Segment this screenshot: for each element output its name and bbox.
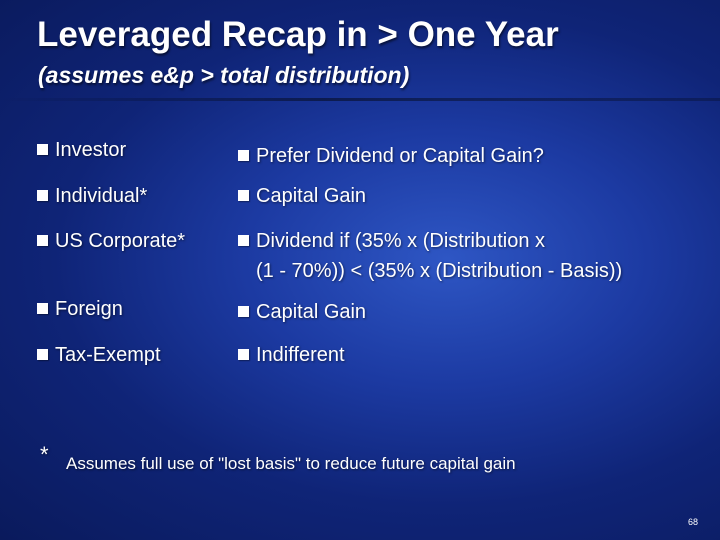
row-right-label: Indifferent: [256, 344, 345, 366]
row-preference-tax-exempt: [238, 340, 345, 370]
row-left-label: Individual*: [55, 185, 148, 207]
square-bullet-icon: [238, 306, 249, 317]
row-right-label: Capital Gain: [256, 185, 367, 207]
square-bullet-icon: [37, 235, 48, 246]
square-bullet-icon: [37, 349, 48, 360]
square-bullet-icon: [238, 235, 249, 246]
row-left-label: Tax-Exempt: [55, 344, 161, 366]
row-right-label: Prefer Dividend or Capital Gain?: [256, 145, 544, 167]
row-investor-individual: [37, 181, 147, 211]
row-right-text-block: [256, 226, 622, 286]
row-left-label: Foreign: [55, 298, 123, 320]
column-header-preference: [238, 141, 544, 171]
square-bullet-icon: [37, 190, 48, 201]
square-bullet-icon: [238, 190, 249, 201]
row-preference-us-corporate: [238, 226, 622, 286]
footnote-marker: *: [40, 442, 49, 467]
row-preference-foreign: [238, 297, 366, 327]
square-bullet-icon: [238, 349, 249, 360]
row-left-label: Investor: [55, 139, 127, 161]
column-header-investor: [37, 135, 126, 165]
row-investor-us-corporate: [37, 226, 185, 256]
slide-title: Leveraged Recap in > One Year: [37, 15, 559, 54]
row-right-label-line-2: (1 - 70%)) < (35% x (Distribution - Basis)): [256, 260, 623, 282]
page-number: 68: [688, 517, 699, 527]
title-divider: [0, 98, 720, 101]
footnote: [40, 440, 516, 478]
square-bullet-icon: [37, 303, 48, 314]
slide-subtitle: (assumes e&p > total distribution): [38, 62, 410, 88]
row-preference-individual: [238, 181, 366, 211]
square-bullet-icon: [238, 150, 249, 161]
row-investor-foreign: [37, 294, 123, 324]
square-bullet-icon: [37, 144, 48, 155]
row-investor-tax-exempt: [37, 340, 161, 370]
row-left-label: US Corporate*: [55, 230, 186, 252]
footnote-text: Assumes full use of "lost basis" to reduce future capital gain: [66, 454, 516, 473]
row-right-label: Capital Gain: [256, 301, 367, 323]
row-right-label-line-1: Dividend if (35% x (Distribution x: [256, 230, 545, 252]
